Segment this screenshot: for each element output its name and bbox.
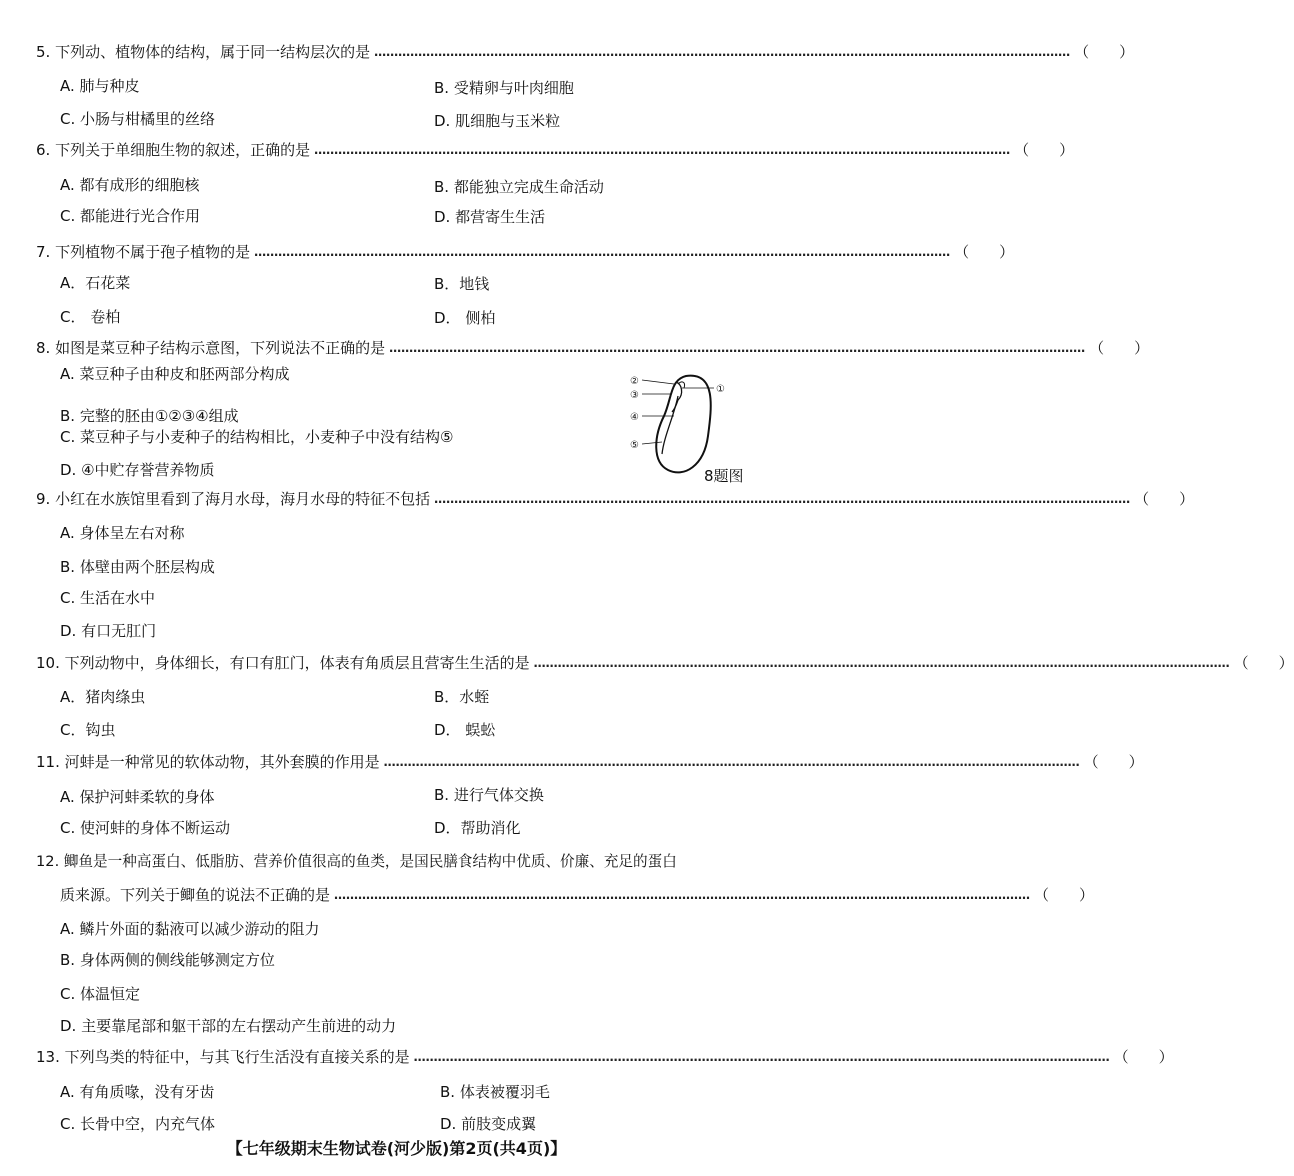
question-7-option-b: B．地钱 xyxy=(434,275,490,293)
question-5-option-c: C. 小肠与柑橘里的丝络 xyxy=(60,110,216,128)
question-10-option-a: A．猪肉绦虫 xyxy=(60,688,146,706)
question-10-option-c: C．钩虫 xyxy=(60,721,116,739)
question-10-text: 10. 下列动物中，身体细长，有口有肛门，体表有角质层且营寄生生活的是 xyxy=(36,654,530,672)
question-7-stem xyxy=(36,242,1015,262)
leader-line-5 xyxy=(642,442,662,444)
figure-label-2: ② xyxy=(630,376,639,387)
answer-blank: （ ） xyxy=(954,243,1015,261)
answer-blank: （ ） xyxy=(1083,753,1144,771)
leader-dots: ………………………………………………………………………………………………………………………………………………………… xyxy=(254,245,951,259)
question-5-stem xyxy=(36,42,1135,62)
figure-label-4: ④ xyxy=(630,412,639,423)
question-12-option-a: A. 鳞片外面的黏液可以减少游动的阻力 xyxy=(60,920,320,938)
question-12-stem xyxy=(60,885,1095,905)
leader-dots: ………………………………………………………………………………………………………………………………………………………… xyxy=(314,143,1011,157)
answer-blank: （ ） xyxy=(1113,1048,1174,1066)
answer-blank: （ ） xyxy=(1074,43,1135,61)
leader-dots: ………………………………………………………………………………………………………………………………………………………… xyxy=(389,341,1086,355)
answer-blank: （ ） xyxy=(1034,886,1095,904)
question-11-stem xyxy=(36,752,1144,772)
question-6-stem xyxy=(36,140,1075,160)
seed-coat-outline xyxy=(656,376,711,473)
question-5-text: 5. 下列动、植物体的结构，属于同一结构层次的是 xyxy=(36,43,371,61)
question-7-option-a: A．石花菜 xyxy=(60,274,131,292)
question-11-option-c: C. 使河蚌的身体不断运动 xyxy=(60,819,231,837)
page-footer: 【七年级期末生物试卷(河少版)第2页(共4页)】 xyxy=(226,1139,567,1158)
question-9-text: 9. 小红在水族馆里看到了海月水母，海月水母的特征不包括 xyxy=(36,490,431,508)
leader-dots: ………………………………………………………………………………………………………………………………………………………… xyxy=(334,888,1031,902)
question-8-option-c: C. 菜豆种子与小麦种子的结构相比，小麦种子中没有结构⑤ xyxy=(60,428,454,446)
question-9-option-b: B. 体壁由两个胚层构成 xyxy=(60,558,215,576)
question-12-stem-line-1: 12. 鲫鱼是一种高蛋白、低脂肪、营养价值很高的鱼类，是国民膳食结构中优质、价廉、充足的蛋白 xyxy=(36,853,677,870)
question-9-stem xyxy=(36,489,1195,509)
question-7-option-c: C． 卷柏 xyxy=(60,308,121,326)
figure-label-5: ⑤ xyxy=(630,440,639,451)
question-12-option-b: B. 身体两侧的侧线能够测定方位 xyxy=(60,951,275,969)
leader-dots: ………………………………………………………………………………………………………………………………………………………… xyxy=(413,1050,1110,1064)
question-8-option-a: A. 菜豆种子由种皮和胚两部分构成 xyxy=(60,365,290,383)
figure-label-1: ① xyxy=(716,384,725,395)
question-10-stem xyxy=(36,653,1294,673)
question-13-option-b: B. 体表被覆羽毛 xyxy=(440,1083,550,1101)
question-10-option-b: B．水蛭 xyxy=(434,688,490,706)
question-10-option-d: D． 蜈蚣 xyxy=(434,721,496,739)
question-12-text: 质来源。下列关于鲫鱼的说法不正确的是 xyxy=(60,886,331,904)
question-5-option-a: A. 肺与种皮 xyxy=(60,77,140,95)
question-11-text: 11. 河蚌是一种常见的软体动物，其外套膜的作用是 xyxy=(36,753,380,771)
answer-blank: （ ） xyxy=(1134,490,1195,508)
question-8-option-b: B. 完整的胚由①②③④组成 xyxy=(60,407,239,425)
question-12-option-d: D. 主要靠尾部和躯干部的左右摆动产生前进的动力 xyxy=(60,1017,397,1035)
question-8-stem xyxy=(36,338,1150,358)
leader-dots: ………………………………………………………………………………………………………………………………………………………… xyxy=(383,755,1080,769)
question-8-text: 8. 如图是菜豆种子结构示意图，下列说法不正确的是 xyxy=(36,339,386,357)
question-9-option-d: D. 有口无肛门 xyxy=(60,622,157,640)
leader-line-2 xyxy=(642,380,674,384)
answer-blank: （ ） xyxy=(1014,141,1075,159)
question-6-text: 6. 下列关于单细胞生物的叙述，正确的是 xyxy=(36,141,311,159)
answer-blank: （ ） xyxy=(1233,654,1294,672)
question-12-option-c: C. 体温恒定 xyxy=(60,985,141,1003)
leader-dots: ………………………………………………………………………………………………………………………………………………………… xyxy=(533,656,1230,670)
question-6-option-b: B. 都能独立完成生命活动 xyxy=(434,178,604,196)
leader-dots: ………………………………………………………………………………………………………………………………………………………… xyxy=(374,45,1071,59)
answer-blank: （ ） xyxy=(1089,339,1150,357)
figure-label-3: ③ xyxy=(630,390,639,401)
question-13-option-c: C. 长骨中空，内充气体 xyxy=(60,1115,216,1133)
question-5-option-d: D. 肌细胞与玉米粒 xyxy=(434,112,561,130)
question-6-option-d: D. 都营寄生生活 xyxy=(434,208,546,226)
question-13-text: 13. 下列鸟类的特征中，与其飞行生活没有直接关系的是 xyxy=(36,1048,410,1066)
question-6-option-a: A. 都有成形的细胞核 xyxy=(60,176,200,194)
question-9-option-c: C. 生活在水中 xyxy=(60,589,156,607)
question-13-option-d: D. 前肢变成翼 xyxy=(440,1115,537,1133)
question-8-option-d: D. ④中贮存誉营养物质 xyxy=(60,461,215,479)
question-11-option-b: B. 进行气体交换 xyxy=(434,786,544,804)
leader-dots: ………………………………………………………………………………………………………………………………………………………… xyxy=(434,492,1131,506)
question-6-option-c: C. 都能进行光合作用 xyxy=(60,207,201,225)
question-7-option-d: D． 侧柏 xyxy=(434,309,496,327)
figure-caption: 8题图 xyxy=(704,467,744,485)
question-5-option-b: B. 受精卵与叶肉细胞 xyxy=(434,79,574,97)
question-9-option-a: A. 身体呈左右对称 xyxy=(60,524,185,542)
question-11-option-a: A. 保护河蚌柔软的身体 xyxy=(60,788,215,806)
question-7-text: 7. 下列植物不属于孢子植物的是 xyxy=(36,243,251,261)
question-13-option-a: A. 有角质喙，没有牙齿 xyxy=(60,1083,215,1101)
question-11-option-d: D．帮助消化 xyxy=(434,819,521,837)
question-13-stem xyxy=(36,1047,1174,1067)
